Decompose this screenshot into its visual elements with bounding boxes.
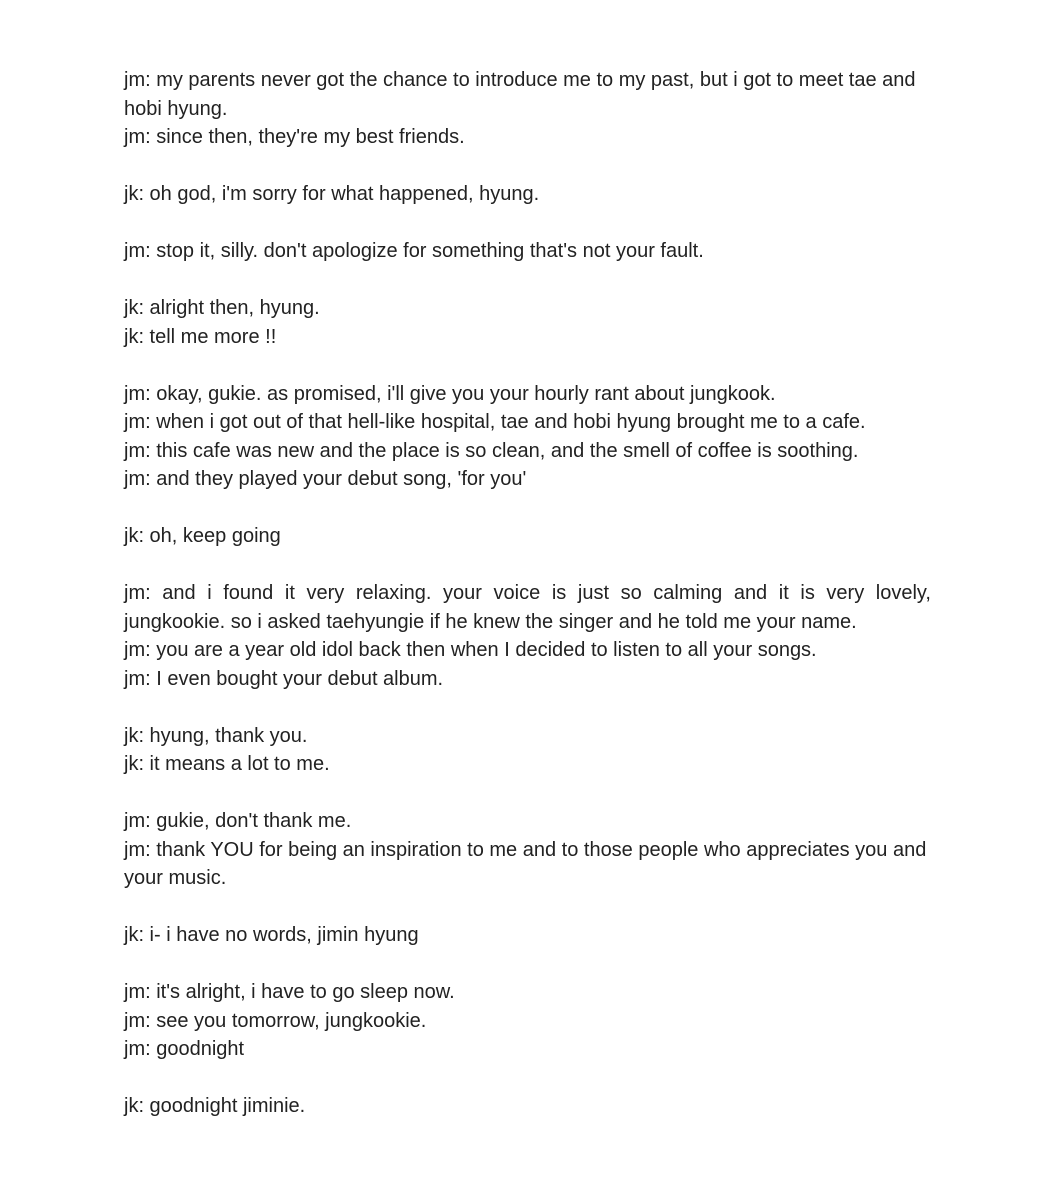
blank-line — [124, 266, 931, 295]
message-line: jk: hyung, thank you. — [124, 724, 308, 747]
message-line: jm: goodnight — [124, 1038, 245, 1060]
message-line: jm: you are a year old idol back then when I decided to listen to all your songs. — [124, 639, 817, 661]
blank-line — [124, 1064, 931, 1093]
message-line: jm: stop it, silly. don't apologize for something that's not your fault. — [124, 240, 704, 262]
message-line: jm: when i got out of that hell-like hospital, tae and hobi hyung brought me to a cafe. — [124, 411, 866, 433]
blank-line — [124, 209, 931, 238]
blank-line — [124, 779, 931, 808]
blank-line — [124, 351, 931, 380]
message-line: jk: i- i have no words, jimin hyung — [124, 924, 419, 946]
message-line: jk: tell me more !! — [124, 325, 277, 348]
message-line: jm: I even bought your debut album. — [124, 667, 444, 690]
blank-line — [124, 494, 931, 523]
message-line: jm: my parents never got the chance to introduce me to my past, but i got to meet tae and hobi hyung. — [124, 69, 916, 120]
message-line: jk: oh, keep going — [124, 525, 281, 547]
blank-line — [124, 950, 931, 979]
message-line: jk: alright then, hyung. — [124, 297, 320, 319]
blank-line — [124, 893, 931, 922]
message-line: jm: this cafe was new and the place is so clean, and the smell of coffee is soothing. — [124, 439, 859, 462]
message-line: jm: see you tomorrow, jungkookie. — [124, 1009, 427, 1032]
blank-line — [124, 152, 931, 181]
message-line: jk: goodnight jiminie. — [124, 1095, 306, 1117]
message-line: jm: gukie, don't thank me. — [124, 810, 352, 832]
message-line: jm: it's alright, i have to go sleep now. — [124, 981, 455, 1003]
message-line: jm: thank YOU for being an inspiration to me and to those people who appreciates you and your music. — [124, 838, 927, 889]
message-line: jk: it means a lot to me. — [124, 753, 330, 775]
message-line: jm: since then, they're my best friends. — [124, 126, 465, 148]
message-line: jk: oh god, i'm sorry for what happened, hyung. — [124, 183, 540, 205]
message-line: jm: and i found it very relaxing. your voice is just so calming and it is very lovely, jungkookie. so i asked taehyungie if he knew the singer and he told me your name. — [124, 582, 931, 633]
message-line: jm: and they played your debut song, 'for you' — [124, 468, 527, 490]
blank-line — [124, 551, 931, 580]
message-line: jm: okay, gukie. as promised, i'll give you your hourly rant about jungkook. — [124, 382, 776, 405]
blank-line — [124, 693, 931, 722]
chat-transcript — [124, 66, 931, 1121]
